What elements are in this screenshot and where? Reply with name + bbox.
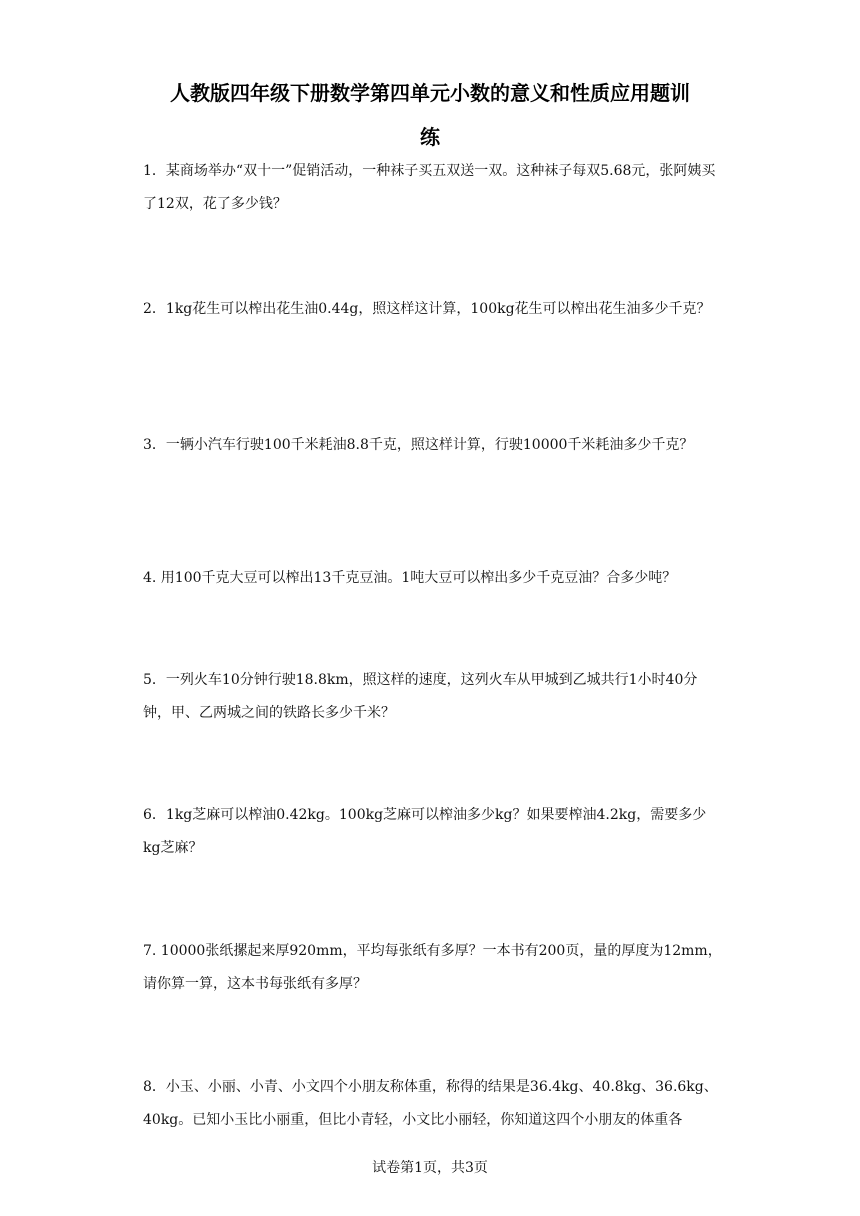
question-7: 7. 10000张纸摞起来厚920mm，平均每张纸有多厚？一本书有200页，量的厚度为12mm，请你算一算，这本书每张纸有多厚？: [143, 943, 722, 992]
page-title-continued: 练: [420, 125, 440, 149]
question-6: 6．1kg芝麻可以榨油0.42kg。100kg芝麻可以榨油多少kg？如果要榨油4.2kg，需要多少kg芝麻？: [143, 807, 707, 856]
question-1: 1．某商场举办“双十一”促销活动，一种袜子买五双送一双。这种袜子每双5.68元，张阿姨买了12双，花了多少钱？: [143, 163, 716, 212]
page-title: 人教版四年级下册数学第四单元小数的意义和性质应用题训: [170, 81, 690, 105]
question-4: 4. 用100千克大豆可以榨出13千克豆油。1吨大豆可以榨出多少千克豆油？合多少吨？: [143, 570, 677, 586]
question-8: 8．小玉、小丽、小青、小文四个小朋友称体重，称得的结果是36.4kg、40.8kg、36.6kg、40kg。已知小玉比小丽重，但比小青轻，小文比小丽轻，你知道这四个小朋友的体重各: [143, 1079, 718, 1128]
question-2: 2．1kg花生可以榨出花生油0.44g，照这样这计算，100kg花生可以榨出花生油多少千克？: [143, 301, 711, 317]
page-footer: 试卷第1页，共3页: [372, 1160, 488, 1176]
question-3: 3．一辆小汽车行驶100千米耗油8.8千克，照这样计算，行驶10000千米耗油多少千克？: [143, 437, 694, 453]
question-5: 5．一列火车10分钟行驶18.8km，照这样的速度，这列火车从甲城到乙城共行1小时40分钟，甲、乙两城之间的铁路长多少千米？: [143, 672, 698, 721]
